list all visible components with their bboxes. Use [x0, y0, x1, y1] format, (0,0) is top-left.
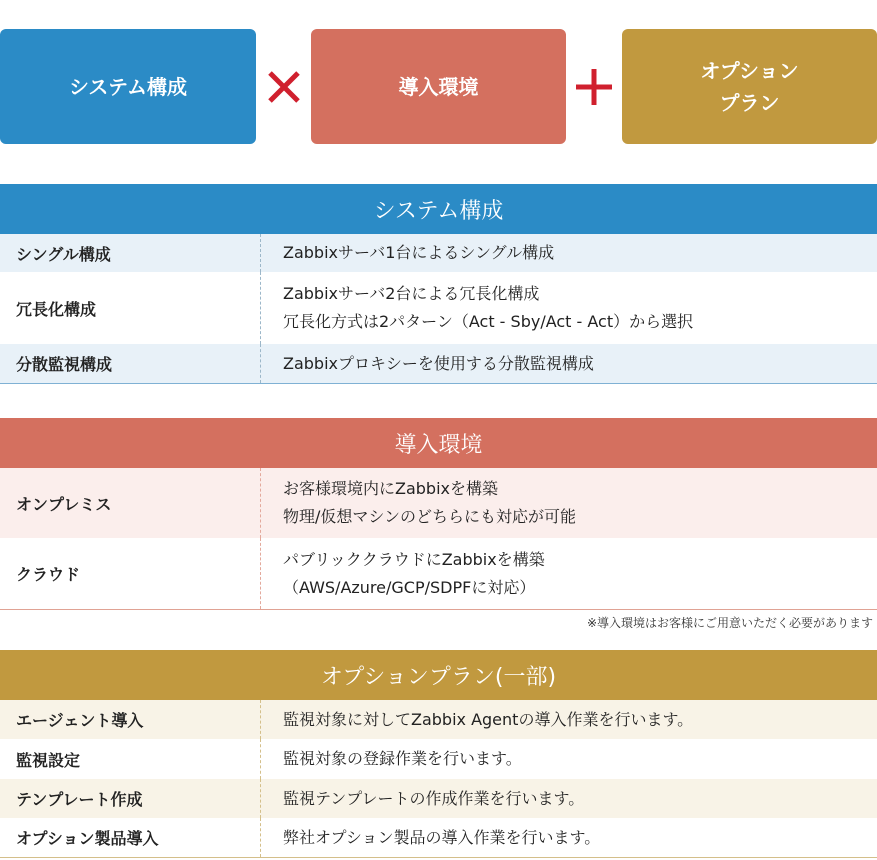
table-row [0, 700, 877, 739]
system-config-table [0, 184, 877, 384]
row-description [260, 739, 877, 779]
row-label: テンプレート作成 [16, 790, 143, 809]
row-description-line: 監視対象に対してZabbix Agentの導入作業を行います。 [283, 709, 694, 729]
row-description [260, 272, 877, 344]
environment-box [311, 29, 566, 144]
row-description-line: 弊社オプション製品の導入作業を行います。 [283, 827, 601, 847]
table-row [0, 739, 877, 779]
row-description-line: お客様環境内にZabbixを構築 [283, 479, 498, 498]
row-description-line: Zabbixサーバ2台による冗長化構成 [283, 284, 540, 303]
row-description [260, 818, 877, 857]
formula-row [0, 29, 877, 144]
table-row [0, 272, 877, 344]
table-row [0, 779, 877, 818]
row-label: クラウド [16, 565, 81, 584]
table-divider [0, 383, 877, 384]
row-label: エージェント導入 [16, 711, 144, 730]
row-description [260, 538, 877, 609]
option-plan-box-line2: プラン [719, 90, 780, 115]
environment-header: 導入環境 [0, 418, 877, 468]
table-row [0, 234, 877, 272]
table-row [0, 344, 877, 383]
row-description [260, 779, 877, 818]
row-label: 監視設定 [16, 750, 81, 770]
table-row [0, 538, 877, 609]
environment-box-label: 導入環境 [398, 74, 479, 99]
row-description [260, 700, 877, 739]
row-description-line: 冗長化方式は2パターン（Act - Sby/Act - Act）から選択 [283, 312, 694, 331]
row-label: 冗長化構成 [16, 299, 97, 319]
row-description [260, 344, 877, 383]
option-plan-header: オプションプラン(一部) [0, 650, 877, 700]
row-label: シングル構成 [16, 244, 111, 264]
environment-note: ※導入環境はお客様にご用意いただく必要があります [586, 616, 873, 630]
row-description-line: Zabbixサーバ1台によるシングル構成 [283, 243, 555, 262]
row-description-line: 監視対象の登録作業を行います。 [283, 749, 522, 768]
row-label: オンプレミス [16, 494, 112, 514]
row-label: オプション製品導入 [16, 829, 159, 848]
row-description-line: （AWS/Azure/GCP/SDPFに対応） [283, 577, 536, 597]
option-plan-box [622, 29, 877, 144]
row-description-line: 物理/仮想マシンのどちらにも対応が可能 [283, 507, 576, 526]
table-row [0, 818, 877, 857]
table-row [0, 468, 877, 538]
times-icon [256, 29, 311, 144]
row-description [260, 468, 877, 538]
table-divider [0, 857, 877, 858]
table-divider [0, 609, 877, 610]
system-config-header: システム構成 [0, 184, 877, 234]
row-description-line: Zabbixプロキシーを使用する分散監視構成 [283, 353, 594, 373]
plus-icon [566, 29, 621, 144]
row-description-line: 監視テンプレートの作成作業を行います。 [283, 788, 585, 808]
system-config-box-label: システム構成 [69, 74, 187, 99]
row-description-line: パブリッククラウドにZabbixを構築 [283, 549, 545, 569]
option-plan-box-line1: オプション [700, 58, 799, 83]
system-config-box [0, 29, 256, 144]
environment-table [0, 418, 877, 610]
row-description [260, 234, 877, 272]
option-plan-table [0, 650, 877, 858]
row-label: 分散監視構成 [16, 355, 113, 374]
